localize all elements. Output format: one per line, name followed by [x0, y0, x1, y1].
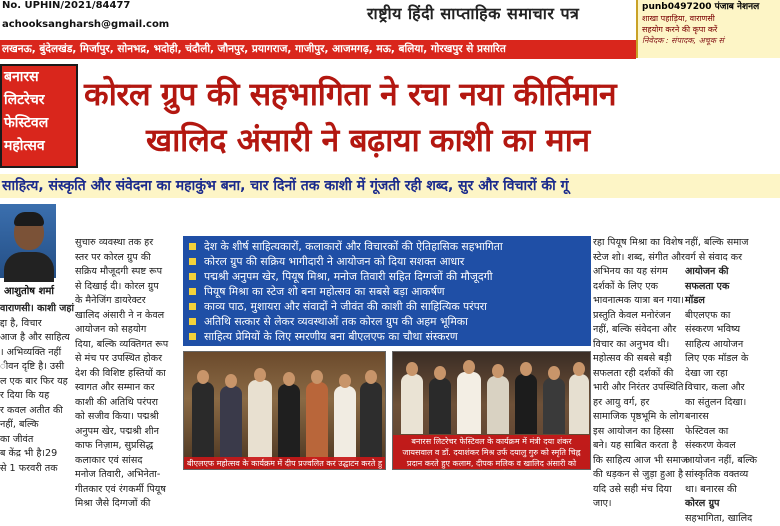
highlight-text: अतिथि सत्कार से लेकर व्यवस्थाओं तक कोरल ग्रुप की अहम भूमिका [204, 314, 468, 329]
column-line: नहीं, बल्कि [0, 418, 64, 433]
highlight-text: पद्मश्री अनुपम खेर, पियूष मिश्रा, मनोज तिवारी सहित दिग्गजों की मौजूदगी [204, 269, 493, 284]
bullet-square-icon [189, 258, 196, 265]
column-line: प्रस्तुति केवल मनोरंजन [593, 309, 683, 324]
bank-info-line: निवेदक : संपादक, अचूक सं [642, 35, 776, 46]
highlight-item [189, 314, 585, 329]
column-line: मनोज तिवारी, अभिनेता- [75, 468, 179, 483]
edition-cities-bar: लखनऊ, बुंदेलखंड, मिर्जापुर, सोनभद्र, भदोही, चंदौली, जौनपुर, प्रयागराज, गाजीपुर, आजमगढ़, मऊ, बलिया, गोरखपुर से प्रसारित [0, 40, 636, 59]
festival-label-box [0, 64, 78, 168]
highlight-item [189, 299, 585, 314]
photo-figure [248, 380, 272, 462]
column-line: मिश्रा जैसे दिग्गजों की [75, 497, 179, 512]
column-line: काशी की अतिथि परंपरा [75, 396, 179, 411]
column-subheading: मॉडल [685, 294, 780, 309]
bank-info-line: सहयोग करने की कृपा करें [642, 24, 776, 35]
article-column-1 [0, 302, 64, 470]
column-line: सहभागिता, खालिद [685, 512, 780, 526]
event-photo-lamp-lighting [183, 351, 386, 470]
photo-figure-head [406, 362, 418, 376]
column-line: के मैनेजिंग डायरेक्टर [75, 294, 179, 309]
photo-figure [360, 382, 382, 462]
photo-figure [220, 386, 242, 462]
column-line: ीवन दृष्टि है। उसी [0, 360, 64, 375]
photo-figure-head [573, 362, 585, 376]
column-line: फेस्टिवल का [685, 425, 780, 440]
photo-figure-head [254, 368, 266, 382]
photo-figure-head [311, 370, 323, 384]
column-line: ब केंद्र भी है।29 [0, 447, 64, 462]
photo-figure [334, 386, 356, 462]
column-line: विचार का अनुभव थी। [593, 338, 683, 353]
photo-figure-head [520, 362, 532, 376]
column-line: महोत्सव की सबसे बड़ी [593, 352, 683, 367]
column-line: दिया, बल्कि व्यक्तिगत रूप [75, 338, 179, 353]
column-line: बने। यह साबित करता है [593, 439, 683, 454]
column-line: बीएलएफ का [685, 309, 780, 324]
column-line: देखा जा रहा [685, 367, 780, 382]
column-line: लिए एक मॉडल के [685, 352, 780, 367]
column-line: की धड़कन से जुड़ा हुआ है [593, 468, 683, 483]
festival-label-line: बनारस [4, 66, 76, 89]
photo-figure-head [492, 364, 504, 378]
bullet-square-icon [189, 318, 196, 325]
article-column-4 [685, 236, 780, 470]
column-line: हर आयु वर्ग, हर [593, 396, 683, 411]
column-line: स्टेज शो। शब्द, संगीत और [593, 251, 683, 266]
column-line: जाए। [593, 497, 683, 512]
bullet-square-icon [189, 273, 196, 280]
column-line: से दिखाई दी। कोरल ग्रुप [75, 280, 179, 295]
highlight-item [189, 329, 585, 344]
column-line: था। बनारस की [685, 483, 780, 498]
email-address[interactable]: achooksangharsh@gmail.com [2, 19, 169, 30]
column-line: आयोजन नहीं, बल्कि [685, 454, 780, 469]
bank-info-box [636, 0, 780, 58]
photo-figure [543, 378, 565, 434]
subheadline: साहित्य, संस्कृति और संवेदना का महाकुंभ बना, चार दिनों तक काशी में गूंजती रही शब्द, सुर और विचारों की गूं [0, 174, 780, 198]
column-line: । अभिव्यक्ति नहीं [0, 346, 64, 361]
photo-figure [306, 382, 328, 462]
column-line: का जीवंत [0, 433, 64, 448]
headline-line-2: खालिद अंसारी ने बढ़ाया काशी का मान [146, 118, 590, 161]
festival-label-line: लिटरेचर [4, 89, 76, 112]
photo-figure-head [548, 366, 560, 380]
author-shirt [4, 252, 54, 282]
column-line: र दिया कि यह [0, 389, 64, 404]
column-line: भावनात्मक यात्रा बन गया। [593, 294, 683, 309]
photo-figure [192, 382, 214, 462]
photo-figure-head [225, 374, 237, 388]
column-line: खालिद अंसारी ने न केवल [75, 309, 179, 324]
highlight-item [189, 239, 585, 254]
highlight-text: काव्य पाठ, मुशायरा और संवादों ने जीवंत की काशी की साहित्यिक परंपरा [204, 299, 487, 314]
column-line: सफलता रही दर्शकों की [593, 367, 683, 382]
photo-figure [278, 384, 300, 462]
column-line: संस्करण भविष्य [685, 323, 780, 338]
festival-label-line: फेस्टिवल [4, 112, 76, 135]
column-line: विचार, कला और [685, 381, 780, 396]
highlight-text: पियूष मिश्रा का स्टेज शो बना महोत्सव का सबसे बड़ा आकर्षण [204, 284, 445, 299]
column-line: वाराणसी। काशी जहां [0, 302, 64, 317]
column-subheading: सफलता एक [685, 280, 780, 295]
column-line: ल एक बार फिर यह [0, 375, 64, 390]
column-line: आयोजन को सहयोग [75, 323, 179, 338]
photo-figure-head [339, 374, 351, 388]
column-line: स्तर पर कोरल ग्रुप की [75, 251, 179, 266]
festival-label-line: महोत्सव [4, 135, 76, 158]
event-photo-felicitation [392, 351, 591, 470]
article-column-3 [593, 236, 683, 470]
column-line: कलाकार एवं सांसद [75, 454, 179, 469]
author-name: आशुतोष शर्मा [4, 283, 54, 297]
column-line: र कवल अतीत की [0, 404, 64, 419]
author-photo [0, 204, 56, 278]
photo-figure-head [463, 360, 475, 374]
highlight-text: देश के शीर्ष साहित्यकारों, कलाकारों और विचारकों की ऐतिहासिक सहभागिता [204, 239, 503, 254]
photo-figure-head [434, 366, 446, 380]
highlight-text: कोरल ग्रुप की सक्रिय भागीदारी ने आयोजन को दिया सशक्त आधार [204, 254, 464, 269]
column-line: संस्करण केवल [685, 439, 780, 454]
highlight-item [189, 284, 585, 299]
highlight-text: साहित्य प्रेमियों के लिए स्मरणीय बना बीएलएफ का चौथा संस्करण [204, 329, 458, 344]
photo-figure [429, 378, 451, 434]
column-line: देश की विशिष्ट हस्तियों का [75, 367, 179, 382]
column-line: सक्रिय मौजूदगी स्पष्ट रूप [75, 265, 179, 280]
highlight-item [189, 269, 585, 284]
article-column-2 [75, 236, 179, 470]
author-hair [14, 212, 44, 226]
photo-figure [457, 372, 481, 434]
column-line: से मंच पर उपस्थित होकर [75, 352, 179, 367]
photo-figure-head [197, 370, 209, 384]
registration-number: No. UPHIN/2021/84477 [2, 0, 130, 11]
photo-figure [487, 376, 509, 434]
column-line: सांस्कृतिक वक्तव्य [685, 468, 780, 483]
column-line: आज है और साहित्य [0, 331, 64, 346]
bullet-square-icon [189, 243, 196, 250]
column-line: दर्शकों के लिए एक [593, 280, 683, 295]
column-line: कि साहित्य आज भी समाज [593, 454, 683, 469]
photo-caption: बनारस लिटरेचर फेस्टिवल के कार्यक्रम में मंत्री दया शंकर जायसवाल व डॉ. दयाशंकर मिश्र उर्फ दयालु गुरु को स्मृति चिह्न प्रदान करते हुए कलाम, दीपक मलिक व खालिद अंसारी को सम्मानित करते हुए [393, 435, 590, 469]
column-line: द्दा है, विचार [0, 317, 64, 332]
column-line: का संतुलन दिखा। [685, 396, 780, 411]
highlights-box [183, 236, 591, 346]
photo-figure [515, 374, 537, 434]
column-line: काफ निज़ाम, सुप्रसिद्ध [75, 439, 179, 454]
column-subheading: कोरल ग्रुप [685, 497, 780, 512]
column-line: इस आयोजन का हिस्सा [593, 425, 683, 440]
bullet-square-icon [189, 288, 196, 295]
highlight-item [189, 254, 585, 269]
column-line: स्वागत और सम्मान कर [75, 381, 179, 396]
photo-figure [569, 374, 589, 434]
photo-figure-head [365, 370, 377, 384]
column-line: यदि उसे सही मंच दिया [593, 483, 683, 498]
column-line: को सजीव किया। पद्मश्री [75, 410, 179, 425]
column-line: सुचारु व्यवस्था तक हर [75, 236, 179, 251]
column-line: भारी और निरंतर उपस्थिति। [593, 381, 683, 396]
column-line: अनुपम खेर, पद्मश्री शीन [75, 425, 179, 440]
column-line: सामाजिक पृष्ठभूमि के लोग [593, 410, 683, 425]
bullet-square-icon [189, 333, 196, 340]
photo-figure [401, 374, 423, 434]
bank-info-line: punb0497200 पंजाब नेशनल [642, 2, 776, 13]
headline-line-1: कोरल ग्रुप की सहभागिता ने रचा नया कीर्तिमान [84, 72, 616, 115]
paper-tagline: राष्ट्रीय हिंदी साप्ताहिक समाचार पत्र [367, 2, 579, 24]
column-line: से 1 फरवरी तक [0, 462, 64, 477]
column-line: नहीं, बल्कि संवेदना और [593, 323, 683, 338]
photo-caption: बीएलएफ महोत्सव के कार्यक्रम में दीप प्रज्वलित कर उद्घाटन करते हु [184, 457, 385, 469]
photo-figure-head [283, 372, 295, 386]
column-subheading: आयोजन की [685, 265, 780, 280]
bullet-square-icon [189, 303, 196, 310]
column-line: साहित्य आयोजन [685, 338, 780, 353]
column-line: नहीं, बल्कि समाज [685, 236, 780, 251]
column-line: रहा पियूष मिश्रा का विशेष [593, 236, 683, 251]
bank-info-line: शाखा पहाड़िया, वाराणसी [642, 13, 776, 24]
column-line: अभिनय का यह संगम [593, 265, 683, 280]
column-line: बनारस [685, 410, 780, 425]
column-line: गीतकार एवं रंगकर्मी पियूष [75, 483, 179, 498]
column-line: वर्ग से संवाद कर [685, 251, 780, 266]
